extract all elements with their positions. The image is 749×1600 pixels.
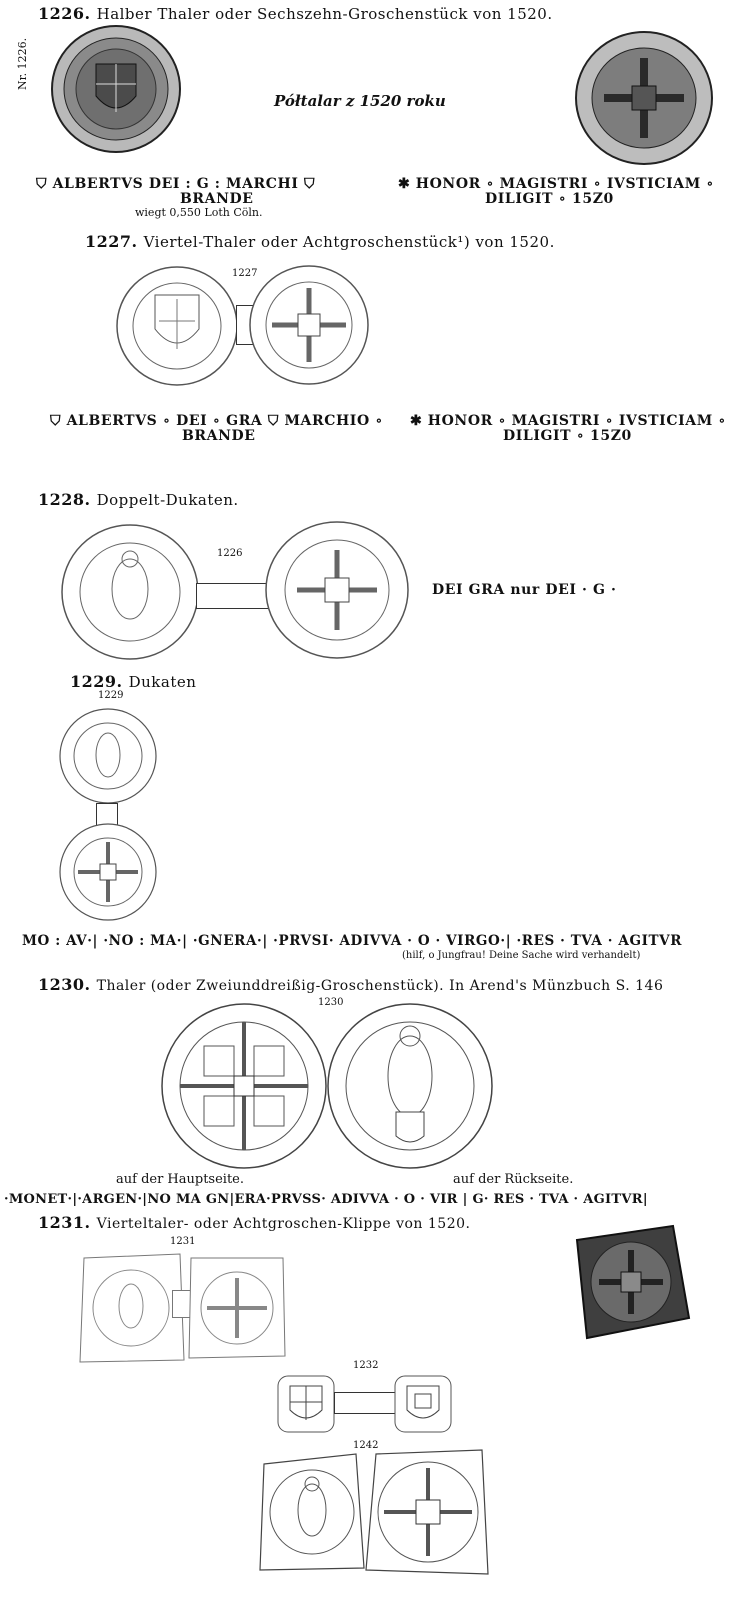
coin-1228-obverse (60, 523, 200, 661)
entry-title: Dukaten (128, 673, 197, 691)
coin-1229-obverse (58, 707, 158, 805)
entry-1231-header (38, 1213, 470, 1232)
figure-number: 1230 (318, 997, 344, 1008)
entry-1230-header (38, 975, 663, 994)
figure-number: 1231 (170, 1236, 196, 1247)
coin-connector (196, 583, 274, 609)
entry-number: 1229. (70, 672, 123, 691)
coin-1227-reverse (248, 264, 370, 386)
legend-1230: ·MONET·|·ARGEN·|NO MA GN|ERA·PRVSS· ADIVVA · O · VIR | G· RES · TVA · AGITVR| (4, 1192, 648, 1207)
entry-1228-header (38, 490, 239, 509)
obverse-label: auf der Hauptseite. (116, 1172, 245, 1187)
coin-1232-reverse (393, 1374, 453, 1434)
legend-line-1: ALBERTVS DEI : G : MARCHI (52, 176, 299, 192)
coin-1232-obverse (276, 1374, 336, 1434)
legend-1226-reverse: ✱ HONOR ∘ MAGISTRI ∘ IVSTICIAM ∘ (398, 176, 715, 192)
legend-1229: MO : AV·| ·NO : MA·| ·GNERA·| ·PRVSI· ADIVVA · O · VIRGO·| ·RES · TVA · AGITVR (22, 933, 683, 949)
entry-title: Viertel-Thaler oder Achtgroschenstück¹) von 1520. (143, 233, 555, 251)
entry-number: 1227. (85, 232, 138, 251)
coin-1229-reverse (58, 822, 158, 922)
coin-1226-reverse (574, 30, 714, 166)
entry-1227-header (85, 232, 555, 251)
figure-number: 1226 (217, 548, 243, 559)
entry-title: Vierteltaler- oder Achtgroschen-Klippe von 1520. (96, 1216, 471, 1232)
klippe-1231-obverse (76, 1250, 186, 1366)
klippe-photo (563, 1220, 693, 1344)
legend-1226-obverse: ⛉ ALBERTVS DEI : G : MARCHI ⛉ (36, 176, 316, 192)
figure-number-2: 1232 (353, 1360, 379, 1371)
coin-1230-reverse (326, 1002, 494, 1170)
entry-title: Thaler (oder Zweiunddreißig-Groschenstück). In Arend's Münzbuch S. 146 (96, 978, 664, 994)
figure-number-3: 1242 (353, 1440, 379, 1451)
translation-note: (hilf, o Jungfrau! Deine Sache wird verhandelt) (402, 950, 641, 961)
entry-1226-header (38, 4, 553, 23)
figure-number: 1229 (98, 690, 124, 701)
klippe-1231-reverse (185, 1252, 289, 1362)
entry-1229-header (70, 672, 196, 691)
coin-1230-obverse (160, 1002, 328, 1170)
klippe-1242-obverse (258, 1450, 368, 1574)
klippe-1242-reverse (362, 1444, 492, 1580)
side-label: Nr. 1226. (16, 37, 29, 90)
entry-title: Halber Thaler oder Sechszehn-Groschenstück von 1520. (96, 5, 553, 23)
entry-title: Doppelt-Dukaten. (96, 491, 239, 509)
coin-1226-obverse (50, 24, 182, 154)
legend-1226-reverse-2: DILIGIT ∘ 15Z0 (485, 191, 614, 207)
figure-number: 1227 (232, 268, 258, 279)
legend-line-1: ALBERTVS ∘ DEI ∘ GRA ⛉ MARCHIO ∘ (66, 413, 384, 429)
entry-number: 1226. (38, 4, 91, 23)
variant-note: DEI GRA nur DEI · G · (432, 582, 617, 598)
entry-number: 1228. (38, 490, 91, 509)
coin-connector (334, 1392, 398, 1414)
coin-1227-obverse (115, 265, 239, 387)
reverse-label: auf der Rückseite. (453, 1172, 574, 1187)
coin-caption: Półtalar z 1520 roku (274, 92, 446, 110)
coin-1228-reverse (264, 520, 410, 660)
entry-number: 1231. (38, 1213, 91, 1232)
legend-1227-obverse-2: BRANDE (182, 428, 256, 444)
legend-1226-obverse-2: BRANDE (180, 191, 254, 207)
entry-number: 1230. (38, 975, 91, 994)
legend-1227-reverse-2: DILIGIT ∘ 15Z0 (503, 428, 632, 444)
legend-1227-reverse: ✱ HONOR ∘ MAGISTRI ∘ IVSTICIAM ∘ (410, 413, 727, 429)
weight-note: wiegt 0,550 Loth Cöln. (135, 206, 263, 219)
legend-1227-obverse: ⛉ ALBERTVS ∘ DEI ∘ GRA ⛉ MARCHIO ∘ (50, 413, 384, 429)
